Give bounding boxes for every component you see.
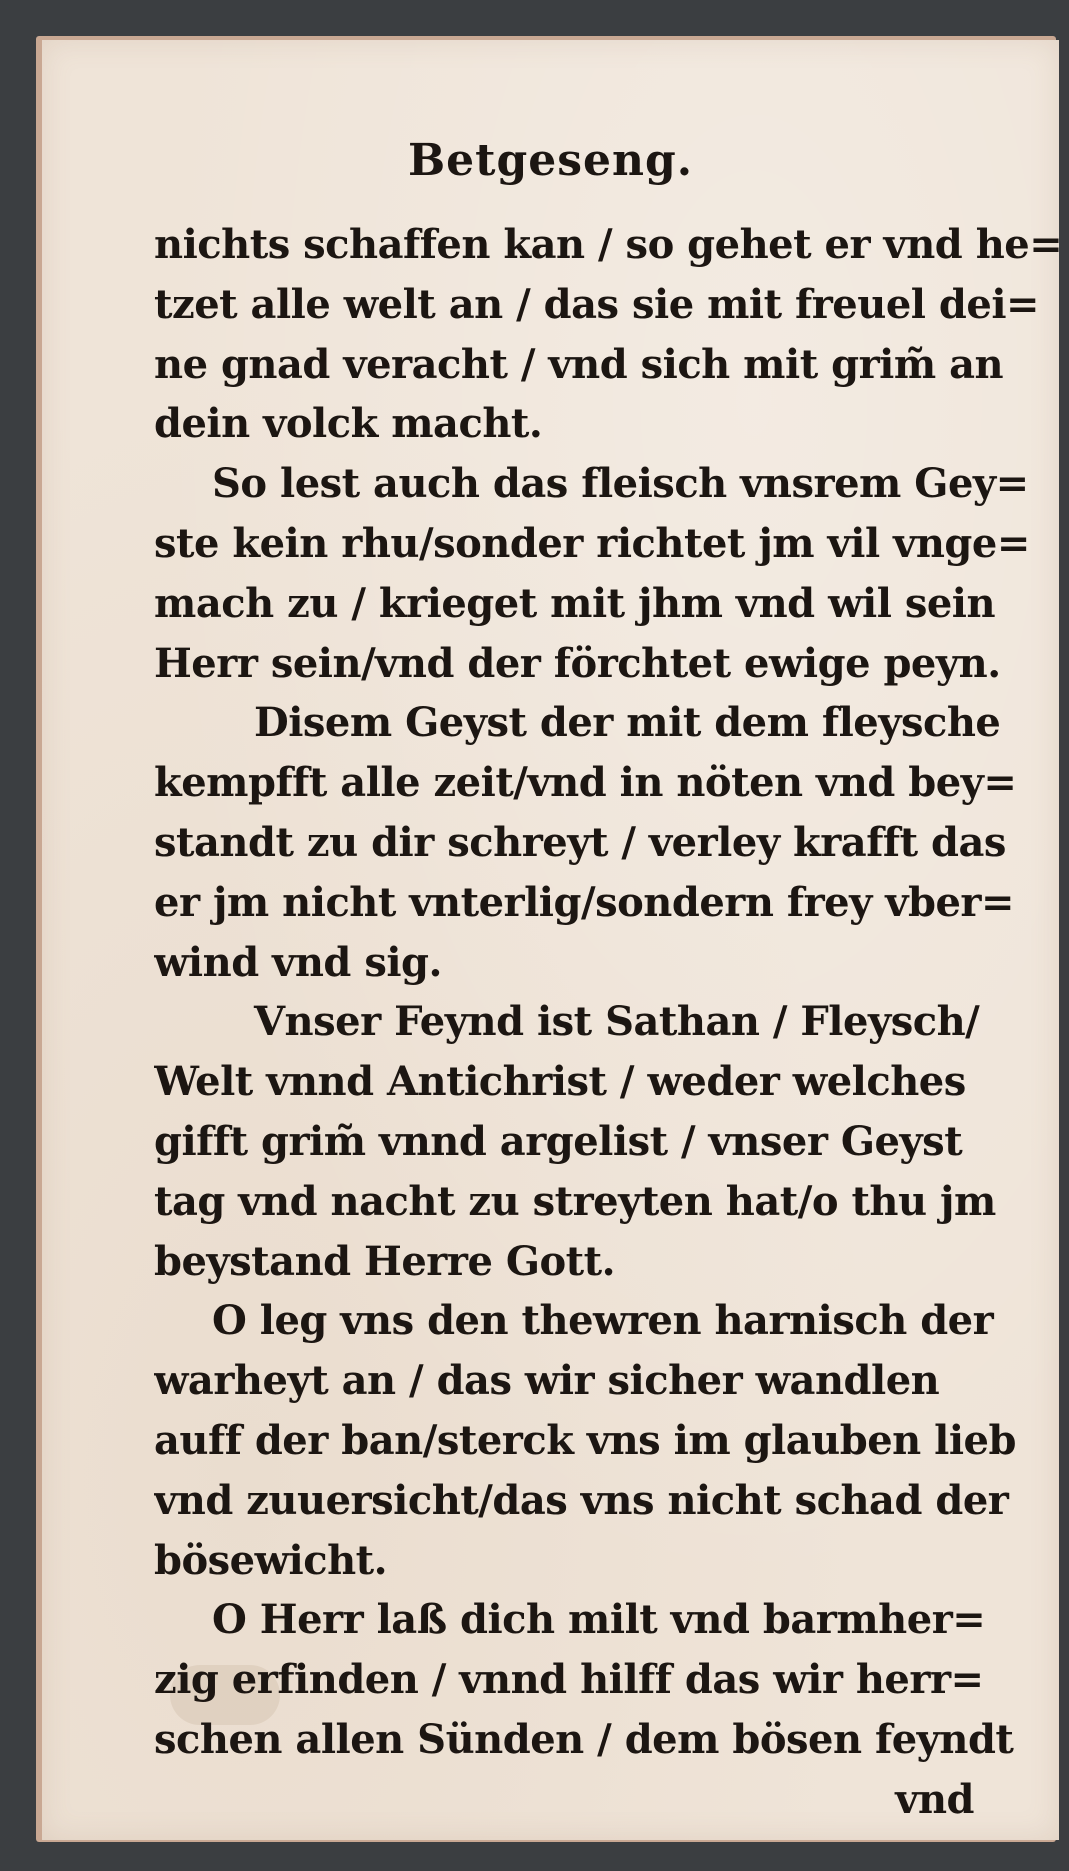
- text-line: Herr sein/vnd der förchtet ewige peyn.: [154, 639, 1001, 687]
- text-line: vnd zuuersicht/das vns nicht schad der: [154, 1476, 1009, 1524]
- running-head: Betgeseng.: [407, 135, 694, 186]
- text-line: tzet alle welt an / das sie mit freuel dei=: [154, 280, 1040, 328]
- text-line: er jm nicht vnterlig/sondern frey vber=: [154, 878, 1015, 926]
- text-line: schen allen Sünden / dem bösen feyndt: [154, 1715, 1014, 1763]
- text-line: mach zu / krieget mit jhm vnd wil sein: [154, 579, 996, 627]
- text-line: bösewicht.: [154, 1536, 388, 1584]
- text-line: dein volck macht.: [154, 400, 543, 448]
- text-line: beystand Herre Gott.: [154, 1237, 616, 1285]
- text-line: Disem Geyst der mit dem fleysche: [254, 699, 1001, 747]
- text-block: [154, 215, 1069, 1830]
- text-line: Welt vnnd Antichrist / weder welches: [154, 1058, 966, 1106]
- text-line: zig erfinden / vnnd hilff das wir herr=: [154, 1656, 984, 1704]
- text-line: Vnser Feynd ist Sathan / Fleysch/: [254, 998, 980, 1046]
- text-line: ne gnad veracht / vnd sich mit grim̃ an: [154, 340, 1004, 388]
- text-line: So lest auch das fleisch vnsrem Gey=: [212, 460, 1029, 508]
- text-line: standt zu dir schreyt / verley krafft das: [154, 818, 1006, 866]
- text-line: gifft grim̃ vnnd argelist / vnser Geyst: [154, 1117, 963, 1165]
- text-line: tag vnd nacht zu streyten hat/o thu jm: [154, 1177, 996, 1225]
- text-line: kempfft alle zeit/vnd in nöten vnd bey=: [154, 759, 1017, 807]
- text-line: O Herr laß dich milt vnd barmher=: [212, 1596, 986, 1644]
- text-line: auff der ban/sterck vns im glauben lieb: [154, 1416, 1016, 1464]
- book-page: [42, 40, 1063, 1840]
- text-line: O leg vns den thewren harnisch der: [212, 1297, 994, 1345]
- text-line: nichts schaffen kan / so gehet er vnd he=: [154, 221, 1063, 268]
- catchword: vnd: [895, 1775, 974, 1823]
- text-line: warheyt an / das wir sicher wandlen: [154, 1357, 940, 1405]
- text-line: wind vnd sig.: [154, 938, 442, 986]
- text-line: ste kein rhu/sonder richtet jm vil vnge=: [154, 519, 1030, 567]
